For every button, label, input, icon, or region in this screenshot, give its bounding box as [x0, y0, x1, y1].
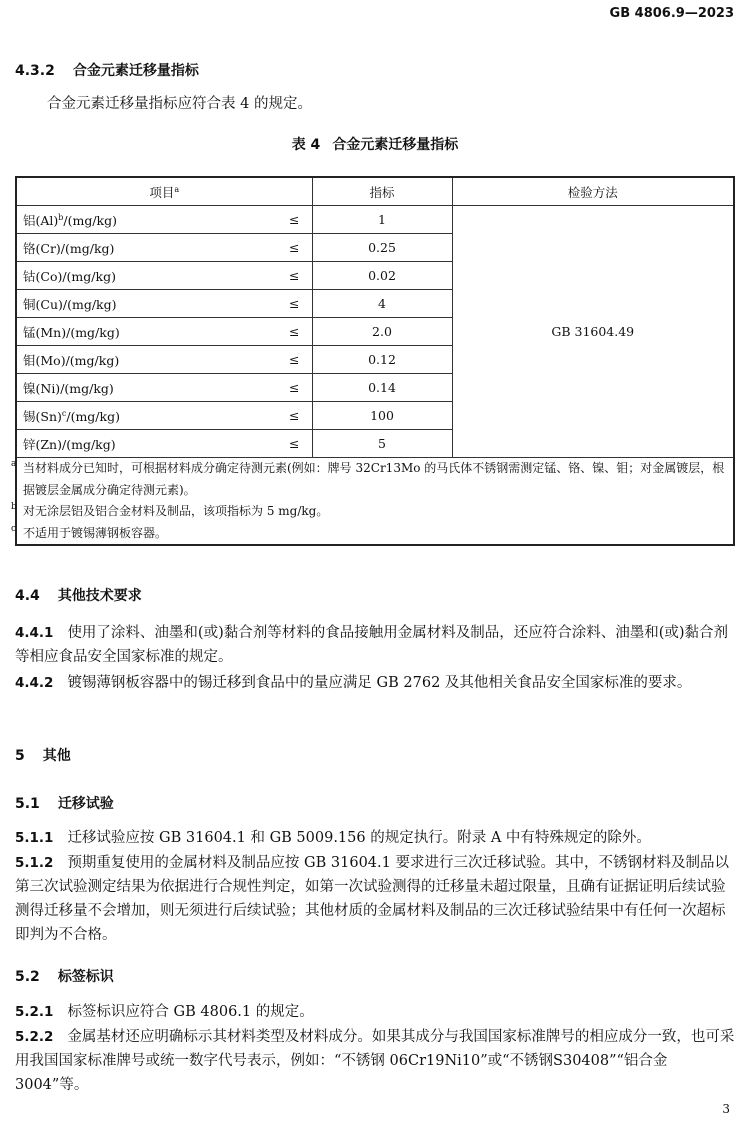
paragraph-number: 5.2.2	[15, 1029, 54, 1045]
row-item: 钼(Mo)/(mg/kg)	[23, 352, 120, 368]
le-symbol: ≤	[289, 240, 300, 255]
section-number: 5.1	[15, 796, 40, 812]
paragraph-4-4-2	[15, 671, 735, 695]
header-value: 指标	[312, 177, 452, 206]
le-symbol: ≤	[289, 408, 300, 423]
table-note: c 不适用于镀锡薄钢板容器。	[11, 523, 168, 540]
alloy-migration-table	[11, 176, 735, 546]
row-value: 100	[312, 402, 452, 430]
le-symbol: ≤	[289, 296, 300, 311]
row-value: 1	[312, 206, 452, 234]
table-header-row	[16, 177, 734, 206]
header-method: 检验方法	[452, 177, 734, 206]
table-caption	[0, 134, 750, 154]
paragraph-text: 迁移试验应按 GB 31604.1 和 GB 5009.156 的规定执行。附录 A 中有特殊规定的除外。	[67, 830, 651, 846]
section-5-1-heading	[15, 793, 114, 813]
section-number: 5	[15, 748, 25, 764]
section-number: 5.2	[15, 969, 40, 985]
method-cell: GB 31604.49	[452, 206, 734, 458]
row-value: 0.12	[312, 346, 452, 374]
row-item: 铝$(Al)^b/(mg/kg)$	[23, 212, 118, 228]
paragraph-text: 金属基材还应明确标示其材料类型及材料成分。如果其成分与我国国家标准牌号的相应成分一致，也可采用我国国家标准牌号或统一数字代号表示，例如：“不锈钢 06Cr19Ni10”或“不锈钢S30408”“铝合金 3004”等。	[15, 1029, 735, 1093]
page-number: 3	[722, 1102, 730, 1116]
le-symbol: ≤	[289, 324, 300, 339]
table-title: 合金元素迁移量指标	[332, 137, 459, 153]
row-value: 5	[312, 430, 452, 458]
le-symbol: ≤	[289, 352, 300, 367]
row-item: 铬(Cr)/(mg/kg)	[23, 240, 115, 256]
paragraph-text: 预期重复使用的金属材料及制品应按 GB 31604.1 要求进行三次迁移试验。其中，不锈钢材料及制品以第三次试验测定结果为依据进行合规性判定，如第一次试验测得的迁移量未超过限量，且确有证据证明后续试验测得迁移量不会增加，则无须进行后续试验；其他材质的金属材料及制品的三次迁移试验结果中有任何一次超标即判为不合格。	[15, 855, 729, 943]
paragraph-text: 标签标识应符合 GB 4806.1 的规定。	[67, 1004, 314, 1020]
section-4-3-2-heading	[15, 60, 199, 80]
section-4-4-heading	[15, 585, 142, 605]
section-title: 标签标识	[57, 969, 114, 985]
paragraph-number: 5.1.2	[15, 855, 54, 871]
section-5-heading	[15, 745, 71, 765]
table-note: b 对无涂层铝及铝合金材料及制品，该项指标为 5 mg/kg。	[11, 502, 329, 518]
paragraph-number: 4.4.2	[15, 675, 54, 691]
section-4-3-2-text: 合金元素迁移量指标应符合表 4 的规定。	[47, 96, 312, 112]
row-item: 铜(Cu)/(mg/kg)	[23, 296, 117, 312]
section-title: 其他	[42, 748, 71, 764]
paragraph-number: 5.2.1	[15, 1004, 54, 1020]
table-note: a 当材料成分已知时，可根据材料成分确定待测元素(例如：牌号 32Cr13Mo 的马氏体不锈钢需测定锰、铬、镍、钼；对金属镀层，根据镀层金属成分确定待测元素)。	[11, 459, 725, 497]
row-item: 锡$(Sn)^c/(mg/kg)$	[23, 408, 120, 424]
paragraph-4-4-1	[15, 621, 735, 669]
paragraph-number: 5.1.1	[15, 830, 54, 846]
section-5-2-heading	[15, 966, 114, 986]
table-label: 表 4	[291, 137, 321, 153]
paragraph-number: 4.4.1	[15, 625, 54, 641]
paragraph-5-1-2	[15, 851, 735, 947]
row-item: 钴(Co)/(mg/kg)	[23, 268, 116, 284]
standard-number: GB 4806.9—2023	[609, 6, 734, 21]
table-row	[16, 206, 734, 234]
le-symbol: ≤	[289, 212, 300, 227]
le-symbol: ≤	[289, 436, 300, 451]
section-number: 4.3.2	[15, 63, 55, 79]
paragraph-text: 使用了涂料、油墨和(或)黏合剂等材料的食品接触用金属材料及制品，还应符合涂料、油墨和(或)黏合剂等相应食品安全国家标准的规定。	[15, 625, 729, 665]
header-item: 项目$^a$	[16, 177, 312, 206]
row-value: 2.0	[312, 318, 452, 346]
row-item: 锌(Zn)/(mg/kg)	[23, 436, 116, 452]
section-title: 迁移试验	[57, 796, 114, 812]
paragraph-5-2-2	[15, 1025, 735, 1097]
table-notes-row	[16, 458, 734, 546]
section-number: 4.4	[15, 588, 40, 604]
row-value: 0.25	[312, 234, 452, 262]
le-symbol: ≤	[289, 380, 300, 395]
le-symbol: ≤	[289, 268, 300, 283]
row-item: 锰(Mn)/(mg/kg)	[23, 324, 120, 340]
row-value: 0.02	[312, 262, 452, 290]
row-value: 0.14	[312, 374, 452, 402]
paragraph-5-2-1	[15, 1000, 735, 1024]
section-title: 合金元素迁移量指标	[72, 63, 199, 79]
section-title: 其他技术要求	[57, 588, 142, 604]
paragraph-5-1-1	[15, 826, 735, 850]
row-value: 4	[312, 290, 452, 318]
paragraph-text: 镀锡薄钢板容器中的锡迁移到食品中的量应满足 GB 2762 及其他相关食品安全国家标准的要求。	[67, 675, 692, 691]
row-item: 镍(Ni)/(mg/kg)	[23, 380, 114, 396]
